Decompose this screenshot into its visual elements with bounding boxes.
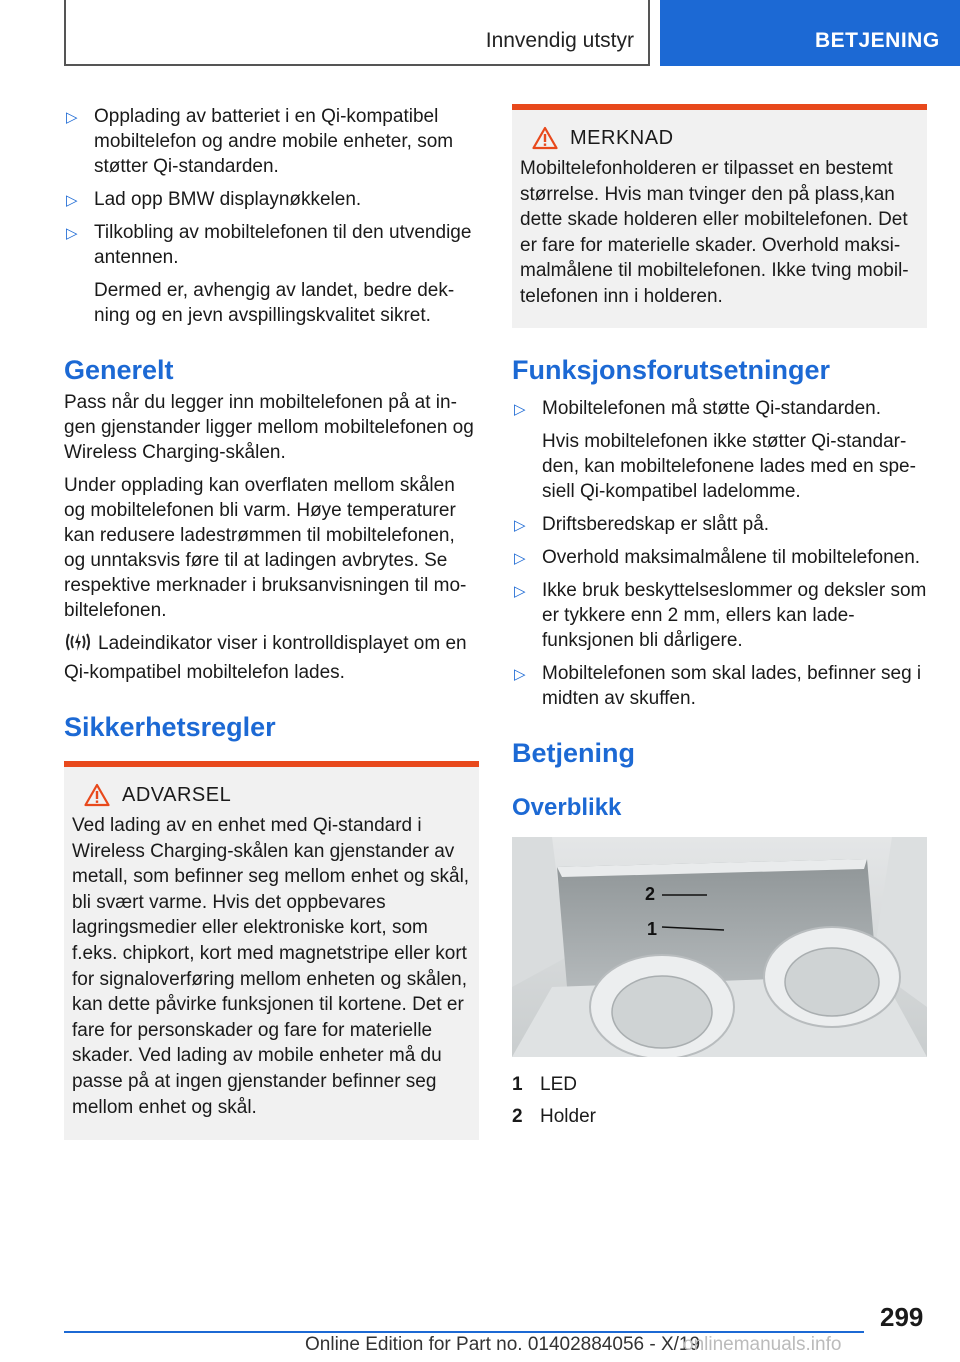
triangle-bullet-icon: ▷ (66, 109, 78, 126)
footer-watermark: onlinemanuals.info (683, 1334, 842, 1355)
figure-legend (512, 1069, 927, 1133)
heading-sikkerhetsregler: Sikkerhetsregler (64, 712, 276, 742)
footer-divider (64, 1331, 864, 1333)
legend-label: Holder (540, 1105, 596, 1127)
list-item: ▷ Mobiltelefonen må støtte Qi-standarden. Hvis mobiltelefonen ikke støtter Qi-standarden, kan mobiltelefonene lades med en spesiell Qi-kompatibel ladelomme. (512, 396, 927, 504)
list-item: ▷ Driftsberedskap er slått på. (512, 512, 927, 537)
heading-generelt: Generelt (64, 355, 174, 385)
triangle-bullet-icon: ▷ (514, 400, 526, 418)
triangle-bullet-icon: ▷ (514, 516, 526, 534)
header-chapter-tab (660, 0, 960, 66)
warning-title: ADVARSEL (122, 783, 232, 806)
charging-tray-illustration (512, 837, 927, 1057)
header-section-tab (64, 0, 650, 66)
header-chapter-title: BETJENING (815, 29, 940, 52)
list-item: ▷ Ikke bruk beskyttelseslommer og deksler som er tykkere enn 2 mm, ellers kan ladefunksjonen bli dårligere. (514, 579, 927, 651)
left-column (64, 104, 479, 1140)
legend-row (512, 1101, 927, 1133)
list-item-subtext: Hvis mobiltelefonen ikke støtter Qi-standarden, kan mobiltelefonene lades med en spesiell Qi-kompatibel ladelomme. (542, 430, 916, 502)
triangle-bullet-icon: ▷ (66, 192, 78, 209)
list-item: ▷ Mobiltelefonen som skal lades, befinner seg i midten av skuffen. (514, 662, 922, 709)
warning-triangle-icon (84, 783, 110, 807)
charging-indicator-paragraph: Ladeindikator viser i kontrolldisplayet om en Qi-kompatibel mobiltelefon lades. (64, 633, 467, 683)
right-column (512, 104, 927, 1133)
triangle-bullet-icon: ▷ (514, 549, 526, 567)
page-number: 299 (880, 1302, 924, 1332)
footer-edition: Online Edition for Part no. 01402884056 - X/19 (305, 1334, 701, 1355)
list-item: ▷ Lad opp BMW displaynøkkelen. (64, 187, 479, 212)
legend-number: 1 (512, 1073, 523, 1095)
list-item-subtext: Dermed er, avhengig av landet, bedre dekning og en jevn avspillingskvalitet sikret. (94, 280, 455, 326)
overview-figure (512, 837, 927, 1057)
header-section-title: Innvendig utstyr (485, 29, 634, 52)
legend-number: 2 (512, 1105, 523, 1127)
heading-overblikk: Overblikk (512, 793, 622, 821)
callout-label-1: 1 (647, 918, 658, 939)
list-item: ▷ Opplading av batteriet i en Qi-kompatibel mobiltelefon og andre mobile enheter, som støtter Qi-standarden. (66, 106, 454, 177)
triangle-bullet-icon: ▷ (66, 225, 78, 242)
heading-betjening: Betjening (512, 737, 636, 768)
wireless-charging-icon (64, 631, 92, 660)
paragraph: Pass når du legger inn mobiltelefonen på at ingen gjenstander ligger mellom mobiltelefonen og Wireless Charging-skålen. (64, 392, 474, 463)
note-box (512, 104, 927, 328)
note-text: Mobiltelefonholderen er tilpasset en bestemt størrelse. Hvis man tvinger den på plass,kan dette skade holderen eller mobiltelefonen. Det er fare for materielle skader. Overhold maksimalmålene til mobiltelefonen. Ikke tving mobiltelefonen inn i holderen. (520, 158, 909, 307)
warning-box (64, 761, 479, 1140)
list-item: ▷ Tilkobling av mobiltelefonen til den utvendige antennen. Dermed er, avhengig av landet, bedre dekning og en jevn avspillingskvalitet sikret. (64, 220, 479, 328)
caution-triangle-icon (532, 126, 558, 150)
list-item: ▷ Overhold maksimalmålene til mobiltelefonen. (512, 545, 927, 570)
triangle-bullet-icon: ▷ (514, 665, 526, 683)
legend-label: LED (540, 1073, 577, 1095)
paragraph: Under opplading kan overflaten mellom skålen og mobiltelefonen bli varm. Høye temperaturer kan redusere ladestrømmen til mobiltelefonen, og unntaksvis føre til at ladingen avbrytes. Se respektive merknader i bruksanvisningen til mobiltelefonen. (64, 475, 467, 621)
callout-label-2: 2 (645, 883, 656, 904)
feature-list (64, 104, 479, 328)
requirements-list (512, 396, 927, 711)
legend-row (512, 1069, 927, 1101)
heading-funksjonsforutsetninger: Funksjonsforutsetninger (512, 354, 831, 385)
note-title: MERKNAD (570, 126, 674, 149)
warning-text: Ved lading av en enhet med Qi-standard i Wireless Charging-skålen kan gjenstander av metall, som befinner seg mellom enhet og skål, bli svært varme. Hvis det oppbevares lagringsmedier eller elektroniske kort, som f.eks. chipkort, kort med magnetstripe eller kort for signaloverføring mellom enheten og skålen, kan dette påvirke funksjonen til kortene. Det er fare for personskader og fare for materielle skader. Ved lading av mobile enheter må du passe på at ingen gjenstander befinner seg mellom enhet og skål. (72, 815, 470, 1118)
triangle-bullet-icon: ▷ (514, 582, 526, 600)
